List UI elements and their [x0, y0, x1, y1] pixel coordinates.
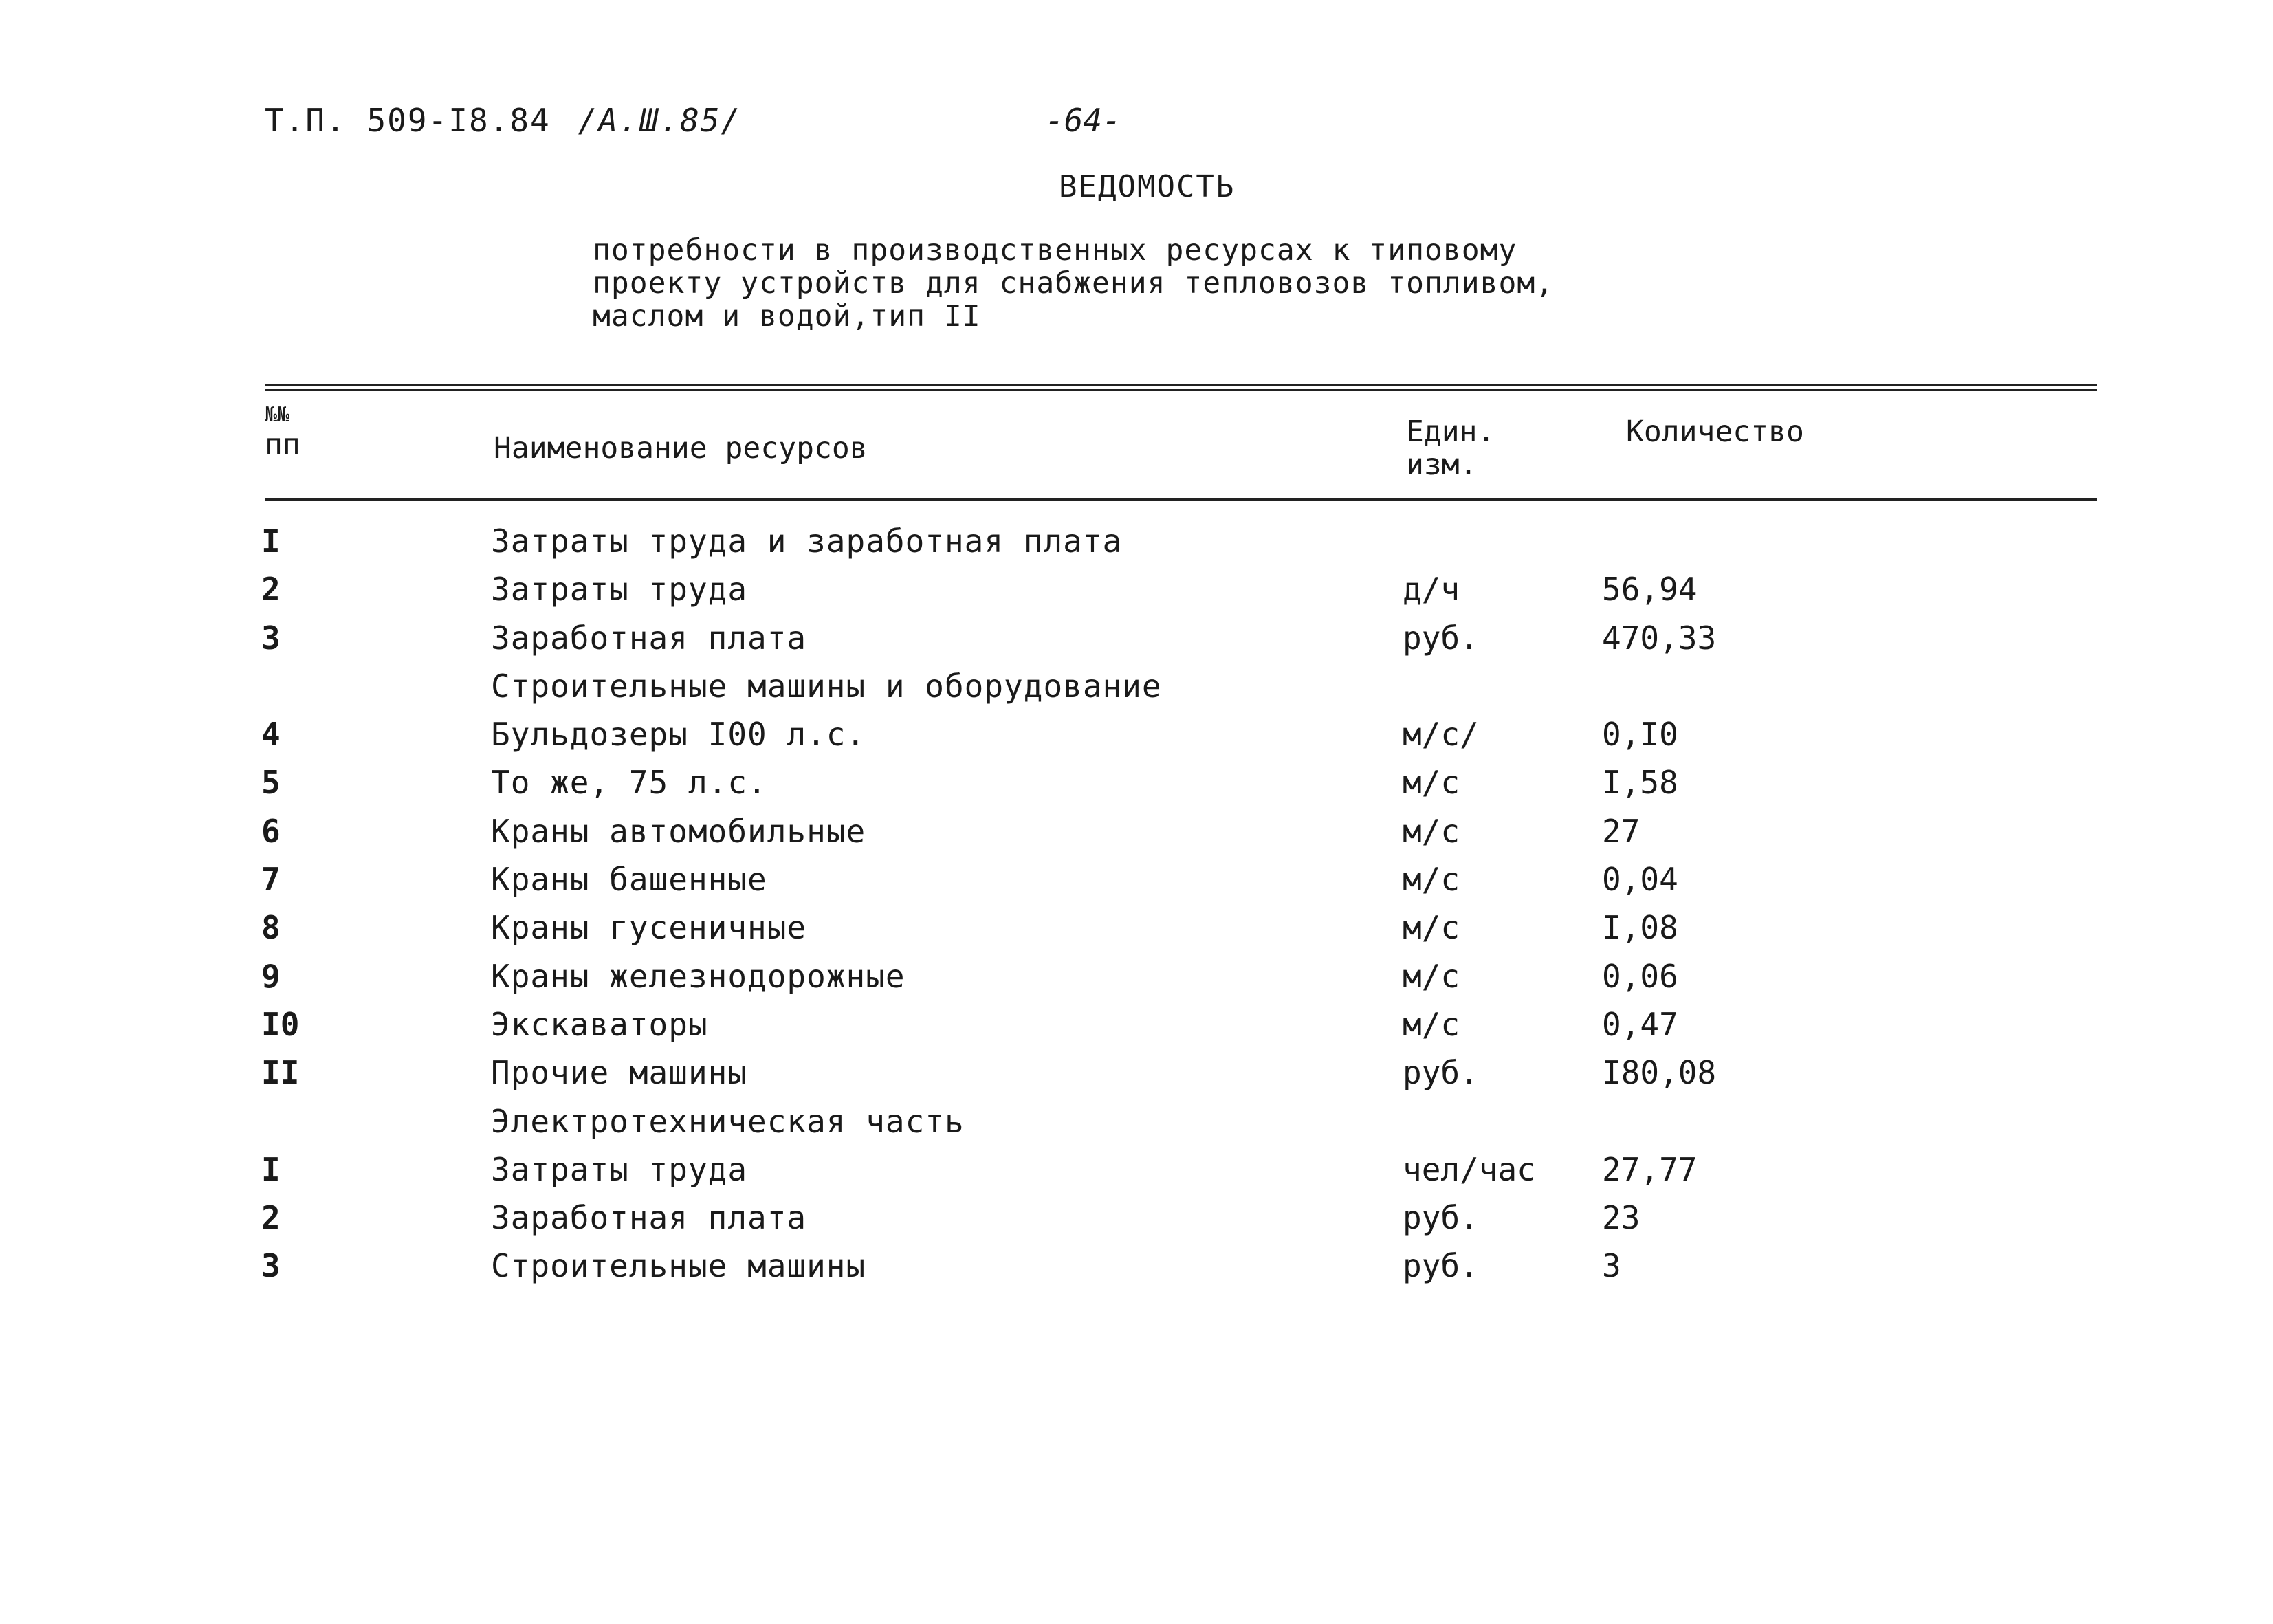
row-quantity: 0,I0 [1602, 716, 1678, 754]
table-top-rule [265, 384, 2097, 386]
row-resource-name: Затраты труда [491, 1150, 748, 1188]
row-resource-name: Краны автомобильные [491, 812, 866, 850]
row-quantity: I,08 [1602, 909, 1678, 947]
row-quantity: 0,47 [1602, 1005, 1678, 1043]
table-row [0, 1194, 2273, 1242]
table-row [0, 952, 2273, 1000]
row-number: 8 [261, 909, 281, 947]
row-unit: руб. [1403, 1199, 1479, 1237]
row-quantity: 3 [1602, 1247, 1621, 1285]
table-header-rule [265, 498, 2097, 501]
row-resource-name: Строительные машины и оборудование [491, 667, 1162, 705]
row-number: 3 [261, 619, 281, 657]
row-number: 5 [261, 764, 281, 802]
header-number-line: пп [265, 428, 300, 462]
page-number: -64- [1045, 102, 1121, 139]
table-row [0, 1000, 2273, 1049]
row-number: I [261, 1150, 281, 1188]
row-unit: м/с [1403, 957, 1460, 995]
row-resource-name: Затраты труда [491, 571, 748, 608]
document-subtitle [593, 234, 1554, 333]
document-code-note: /А.Ш.85/ [578, 102, 742, 139]
row-number: 9 [261, 957, 281, 995]
row-resource-name: Строительные машины [491, 1247, 866, 1285]
header-unit [1406, 415, 1495, 481]
table-row [0, 1097, 2273, 1145]
row-number: 7 [261, 861, 281, 899]
row-unit: руб. [1403, 1247, 1479, 1285]
row-unit: чел/час [1403, 1150, 1536, 1188]
row-unit: м/с [1403, 812, 1460, 850]
row-resource-name: Краны башенные [491, 861, 767, 899]
row-quantity: 56,94 [1602, 571, 1698, 608]
row-unit: м/с/ [1403, 716, 1479, 754]
row-unit: м/с [1403, 909, 1460, 947]
table-row [0, 758, 2273, 806]
table-row [0, 517, 2273, 565]
header-unit-line: Един. [1406, 415, 1495, 449]
table-top-rule-thin [265, 389, 2097, 391]
row-resource-name: Краны гусеничные [491, 909, 807, 947]
header-resource-name: Наименование ресурсов [494, 431, 868, 465]
row-quantity: I,58 [1602, 764, 1678, 802]
row-quantity: 27,77 [1602, 1150, 1698, 1188]
row-resource-name: Бульдозеры I00 л.с. [491, 716, 866, 754]
row-number: II [261, 1054, 300, 1092]
table-row [0, 903, 2273, 952]
subtitle-line: маслом и водой,тип II [593, 299, 981, 333]
row-quantity: 27 [1602, 812, 1640, 850]
row-unit: руб. [1403, 1054, 1479, 1092]
row-resource-name: Электротехническая часть [491, 1102, 965, 1140]
row-quantity: 0,06 [1602, 957, 1678, 995]
header-unit-line: изм. [1406, 448, 1478, 482]
row-unit: м/с [1403, 1005, 1460, 1043]
row-number: 3 [261, 1247, 281, 1285]
row-quantity: I80,08 [1602, 1054, 1717, 1092]
subtitle-line: потребности в производственных ресурсах к типовому [593, 233, 1517, 267]
row-resource-name: Затраты труда и заработная плата [491, 523, 1123, 560]
row-number: 2 [261, 1199, 281, 1237]
table-row [0, 710, 2273, 758]
row-number: 4 [261, 716, 281, 754]
row-number: I0 [261, 1005, 300, 1043]
row-quantity: 470,33 [1602, 619, 1717, 657]
document-code-text: Т.П. 509-I8.84 [265, 102, 551, 139]
document-title: ВЕДОМОСТЬ [1059, 169, 1236, 204]
table-row [0, 662, 2273, 710]
header-number [265, 402, 300, 461]
table-row [0, 614, 2273, 662]
table-row [0, 1145, 2273, 1194]
header-quantity: Количество [1626, 415, 1804, 449]
row-number: 2 [261, 571, 281, 608]
table-row [0, 1242, 2273, 1290]
table-row [0, 565, 2273, 613]
row-unit: м/с [1403, 861, 1460, 899]
header-number-line: №№ [265, 403, 290, 427]
row-resource-name: Краны железнодорожные [491, 957, 905, 995]
row-resource-name: То же, 75 л.с. [491, 764, 767, 802]
row-resource-name: Заработная плата [491, 619, 807, 657]
table-row [0, 807, 2273, 855]
row-number: 6 [261, 812, 281, 850]
row-resource-name: Экскаваторы [491, 1005, 708, 1043]
subtitle-line: проекту устройств для снабжения тепловозов топливом, [593, 266, 1555, 300]
table-row [0, 1049, 2273, 1097]
row-number: I [261, 523, 281, 560]
row-resource-name: Заработная плата [491, 1199, 807, 1237]
document-code [265, 102, 741, 139]
row-unit: м/с [1403, 764, 1460, 802]
row-unit: руб. [1403, 619, 1479, 657]
row-quantity: 23 [1602, 1199, 1640, 1237]
row-unit: д/ч [1403, 571, 1460, 608]
row-quantity: 0,04 [1602, 861, 1678, 899]
row-resource-name: Прочие машины [491, 1054, 748, 1092]
table-row [0, 855, 2273, 903]
table-body [0, 517, 2273, 1291]
